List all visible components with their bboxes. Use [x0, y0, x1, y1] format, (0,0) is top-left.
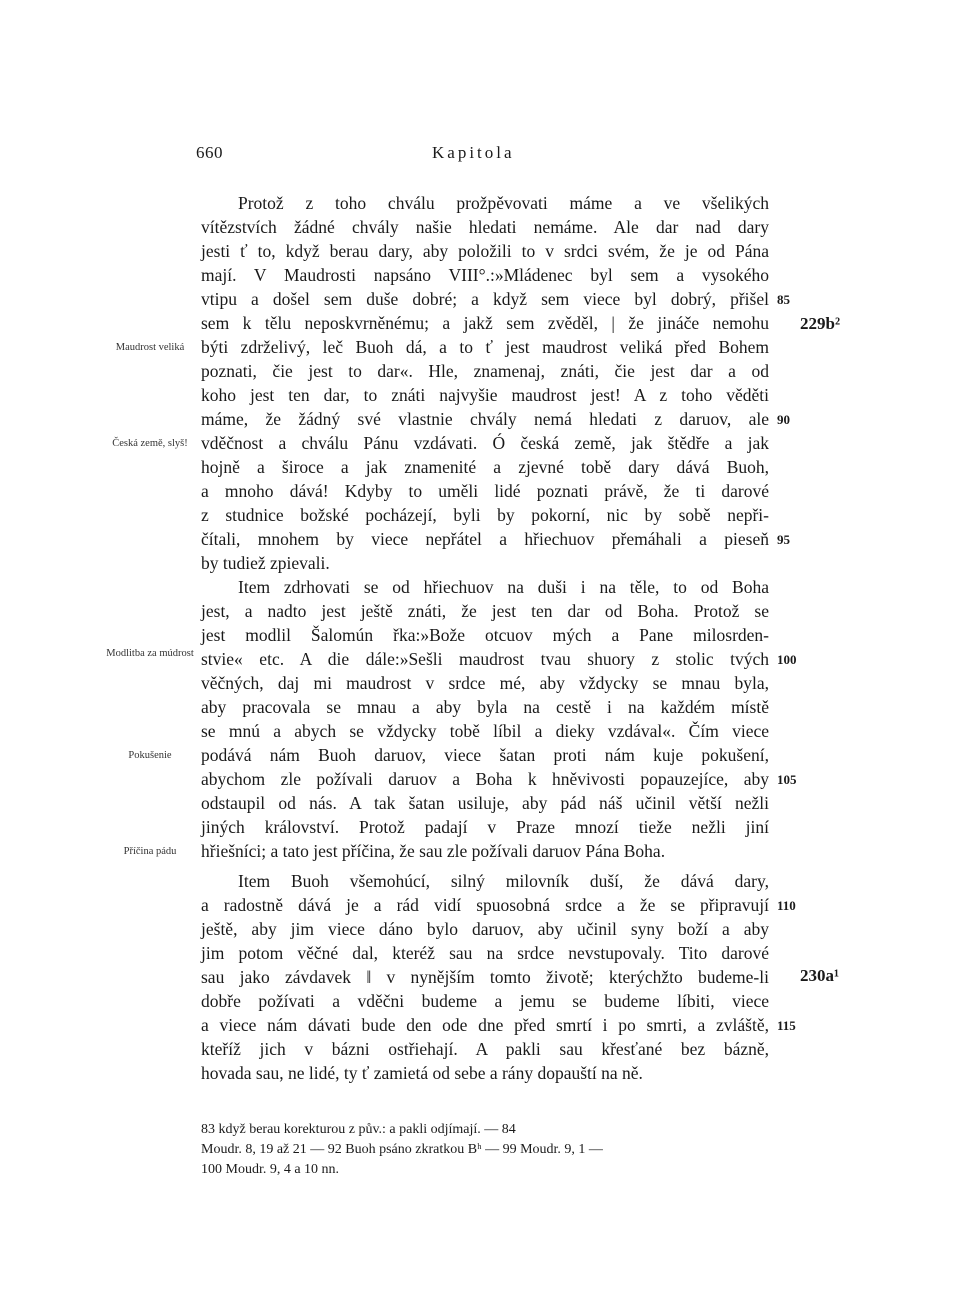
text-line: Item Buoh všemohúcí, silný milovník duší, že dává dary,	[238, 871, 769, 891]
text-line: sem k tělu neposkvrněnému; a jakž sem zvěděl, | že jináče nemohu	[201, 313, 769, 333]
text-line: Item zdrhovati se od hřiechuov na duši i na těle, to od Boha	[238, 577, 769, 597]
text-line: dobře požívati a vděčni budeme a jemu se budeme líbiti, viece	[201, 991, 769, 1011]
marginal-note: Česká země, slyš!	[112, 438, 188, 449]
text-line: abychom zle požívali daruov a Boha k hněvivosti popauzejíce, aby	[201, 769, 769, 789]
running-head: Kapitola	[432, 143, 515, 162]
text-line: jest, a nadto jest ještě znáti, že jest ten dar od Boha. Protož se	[201, 601, 769, 621]
text-line: hřiešníci; a tato jest příčina, že sau zle požívali daruov Pána Boha.	[201, 841, 666, 861]
text-line: máme, že žádný své vlastnie chvály nemá hledati z daruov, ale	[201, 409, 769, 429]
text-line: podává nám Buoh daruov, viece šatan proti nám kuje pokušení,	[201, 745, 769, 765]
footnotes	[201, 1120, 771, 1180]
text-line: býti zdrželivý, leč Buoh dá, a to ť jest maudrost veliká před Bohem	[201, 337, 769, 357]
text-line: se mnú a abych se vždycky tobě líbil a dieky vzdával«. Čím viece	[201, 721, 769, 741]
text-line: kteříž jich v bázni ostřiehají. A pakli sau křesťané bez bázně,	[201, 1039, 769, 1059]
footnote-line: 83 když berau korekturou z pův.: a pakli odjímají. — 84	[201, 1122, 516, 1137]
text-line: sau jako závdavek ‖ v nynějším tomto životě; kterýchžto budeme-li	[201, 967, 769, 987]
footnote-line: 100 Moudr. 9, 4 a 10 nn.	[201, 1162, 340, 1177]
marginal-note: Pokušenie	[128, 750, 172, 761]
marginal-note: Maudrost veliká	[115, 342, 185, 353]
line-number: 115	[777, 1018, 796, 1033]
text-line: a radostně dává je a rád vidí spuosobná srdce a že se připravují	[201, 895, 769, 915]
line-number: 90	[777, 412, 790, 427]
text-line: odstaupil od nás. A tak šatan usiluje, aby pád náš učinil větší nežli	[201, 793, 769, 813]
marginal-note: Příčina pádu	[123, 846, 177, 857]
text-line: vtipu a došel sem duše dobré; a když sem viece byl dobrý, přišel	[201, 289, 769, 309]
page-number: 660	[196, 143, 223, 162]
text-line: vítězstvích žádné chvály našie hledati nemáme. Ale dar nad dary	[201, 217, 769, 237]
text-line: jiných království. Protož padají v Praze mnozí tieže nežli jiní	[201, 817, 769, 837]
text-line: věčných, daj mi maudrost v srdce mé, aby vždycky se mnau byla,	[201, 673, 769, 693]
text-line: ještě, aby jim viece dáno bylo daruov, aby učinil syny boží a aby	[201, 919, 769, 939]
text-line: z studnice božské pocházejí, byli by pokorní, nic by sobě nepři-	[201, 505, 769, 525]
text-line: hojně a široce a jak znamenité a zjevné tobě dary dává Buoh,	[201, 457, 769, 477]
footnote-line: Moudr. 8, 19 až 21 — 92 Buoh psáno zkratkou Bʰ — 99 Moudr. 9, 1 —	[201, 1142, 603, 1157]
text-line: jest modlil Šalomún řka:»Bože otcuov mých a Pane milosrden-	[201, 625, 769, 645]
text-line: hovada sau, ne lidé, ty ť zamietá od sebe a rány dopauští na ně.	[201, 1063, 643, 1083]
page-header	[0, 143, 960, 163]
text-line: aby pracovala se mnau a aby byla na cestě i na každém místě	[201, 697, 769, 717]
text-line: čítali, mnohem by viece nepřátel a hřiechuov přemáhali a pieseň	[201, 529, 769, 549]
text-line: a viece nám dávati bude den ode dne před smrtí i po smrti, a zvláště,	[201, 1015, 769, 1035]
line-number: 105	[777, 772, 797, 787]
text-line: jesti ť to, když berau dary, aby položili to v srdci svém, že je od Pána	[201, 241, 769, 261]
text-line: mají. V Maudrosti napsáno VIII°.:»Mládenec byl sem a vysokého	[201, 265, 769, 285]
text-line: vděčnost a chválu Pánu vzdávati. Ó česká země, jak štědře a jak	[201, 433, 769, 453]
text-line: by tudiež zpievali.	[201, 553, 330, 573]
text-line: poznati, čie jest to dar«. Hle, znamenaj, znáti, čie jest dar a od	[201, 361, 769, 381]
line-number: 95	[777, 532, 790, 547]
text-line: a mnoho dává! Kdyby to uměli lidé poznati právě, že ti darové	[201, 481, 769, 501]
text-line: stvie« etc. A die dále:»Sešli maudrost tvau shuory z stolic tvých	[201, 649, 769, 669]
text-line: jim potom věčné dal, kteréž sau na srdce nevstupovaly. Tito darové	[201, 943, 769, 963]
line-number: 100	[777, 652, 797, 667]
folio-mark: 230a¹	[800, 966, 840, 985]
text-line: koho jest ten dar, to znáti najvyšie maudrost jest! A z toho věděti	[201, 385, 769, 405]
line-number: 110	[777, 898, 796, 913]
text-line: Protož z toho chválu prožpěvovati máme a ve všelikých	[238, 193, 769, 213]
line-number: 85	[777, 292, 790, 307]
folio-mark: 229b²	[800, 314, 841, 333]
marginal-note: Modlitba za múdrost	[106, 648, 194, 659]
